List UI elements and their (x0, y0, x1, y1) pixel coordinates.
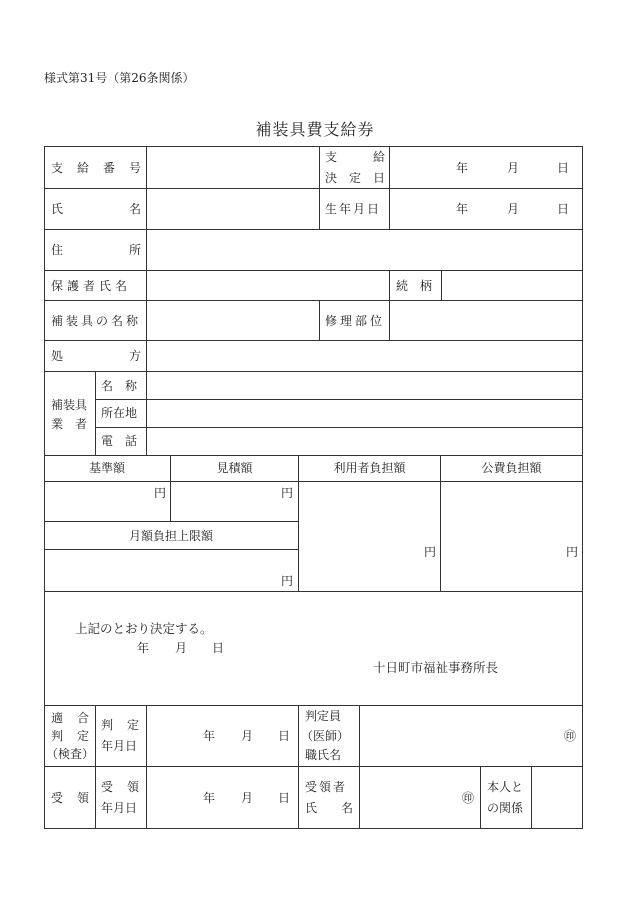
label-tekigo: 適 合 (51, 711, 90, 725)
label-gyosha-denwa: 電 話 (101, 434, 138, 448)
gyosha-meisho-field[interactable] (147, 372, 582, 399)
kijungaku-field[interactable] (45, 482, 170, 521)
label-shikyu-kettei-1: 支 給 (325, 150, 386, 164)
shuri-bui-field[interactable] (390, 301, 582, 340)
label-hanteiin: 判定員 (305, 709, 342, 723)
hanteiin-seal-icon: ㊞ (564, 729, 577, 743)
kettei-date-month: 月 (507, 161, 520, 175)
form-number: 様式第31号（第26条関係） (44, 71, 195, 85)
label-ishi: （医師） (301, 729, 350, 743)
label-honnin-to: 本人と (487, 780, 524, 794)
kijungaku-yen: 円 (154, 486, 167, 500)
shikyu-bango-field[interactable] (147, 147, 318, 188)
kohi-futan-yen: 円 (566, 545, 579, 559)
zokugara-field[interactable] (442, 271, 582, 300)
getsugaku-jogen-field[interactable] (45, 550, 298, 591)
riyosha-futan-yen: 円 (424, 545, 437, 559)
hosogu-meisho-field[interactable] (147, 301, 318, 340)
label-jusho: 住 (51, 243, 64, 257)
kettei-date-year: 年 (456, 161, 469, 175)
hantei-year: 年 (203, 729, 216, 743)
label-riyosha-futan: 利用者負担額 (333, 461, 406, 475)
label-jusho-2: 所 (129, 243, 142, 257)
label-juryo-nengappi-1: 受 領 (101, 780, 140, 794)
label-juryosha-shimei: 氏 名 (305, 801, 354, 815)
birth-day: 日 (557, 202, 570, 216)
birth-year: 年 (456, 202, 469, 216)
decision-month: 月 (175, 641, 188, 655)
label-shimei-2: 名 (129, 202, 142, 216)
label-shoho: 処 (51, 349, 64, 363)
gyosha-denwa-field[interactable] (147, 428, 582, 455)
shimei-field[interactable] (147, 189, 318, 229)
label-hosogu-meisho: 補装具の名称 (51, 314, 142, 328)
juryo-month: 月 (241, 791, 254, 805)
label-juryosha: 受領者 (305, 780, 348, 794)
label-kohi-futan: 公費負担額 (481, 461, 542, 475)
riyosha-futan-field[interactable] (299, 482, 440, 591)
label-hogosha: 保護者氏名 (51, 279, 132, 293)
hantei-month: 月 (241, 729, 254, 743)
label-gyosha-1: 補装具 (51, 398, 88, 412)
label-gyosha-2: 業 者 (51, 417, 88, 431)
label-juryo: 受 領 (51, 791, 90, 805)
label-getsugaku-jogen: 月額負担上限額 (128, 529, 213, 543)
form-title: 補装具費支給券 (255, 120, 375, 139)
label-no-kankei: の関係 (487, 801, 524, 815)
label-gyosha-shozaichi: 所在地 (101, 406, 138, 420)
label-shuri-bui: 修理部位 (325, 314, 386, 328)
kohi-futan-field[interactable] (441, 482, 582, 591)
label-zokugara: 続 柄 (396, 279, 433, 293)
label-seinengappi: 生年月日 (325, 202, 382, 216)
mitsumorigaku-field[interactable] (171, 482, 298, 521)
label-hantei: 判 定 (51, 729, 90, 743)
label-shikyu-bango: 支 給 番 号 (51, 161, 142, 175)
decision-day: 日 (212, 641, 225, 655)
label-kensa: （検査） (46, 747, 95, 761)
label-hantei-nengappi-2: 年月日 (101, 739, 138, 753)
juryosha-seal-icon: ㊞ (462, 791, 475, 805)
label-mitsumorigaku: 見積額 (216, 461, 253, 475)
juryo-year: 年 (203, 791, 216, 805)
label-juryo-nengappi-2: 年月日 (101, 801, 138, 815)
gyosha-shozaichi-field[interactable] (147, 400, 582, 427)
label-shokushimei: 職氏名 (305, 748, 342, 762)
label-kijungaku: 基準額 (88, 461, 125, 475)
decision-year: 年 (137, 641, 150, 655)
birth-month: 月 (507, 202, 520, 216)
getsugaku-jogen-yen: 円 (281, 574, 294, 588)
hanteiin-field[interactable] (360, 706, 582, 766)
kettei-date-day: 日 (557, 161, 570, 175)
label-shimei: 氏 (51, 202, 64, 216)
label-shoho-2: 方 (129, 349, 142, 363)
label-hantei-nengappi-1: 判 定 (101, 718, 140, 732)
decision-text: 上記のとおり決定する。 (75, 621, 213, 636)
hantei-day: 日 (278, 729, 291, 743)
hogosha-field[interactable] (147, 271, 389, 300)
mitsumorigaku-yen: 円 (281, 486, 294, 500)
jusho-field[interactable] (147, 230, 582, 270)
juryo-day: 日 (278, 791, 291, 805)
label-gyosha-meisho: 名 称 (101, 379, 138, 393)
kankei-field[interactable] (532, 767, 582, 828)
decision-issuer: 十日町市福祉事務所長 (373, 660, 499, 675)
shoho-field[interactable] (147, 341, 582, 371)
label-shikyu-kettei-2: 決 定 日 (325, 171, 386, 185)
